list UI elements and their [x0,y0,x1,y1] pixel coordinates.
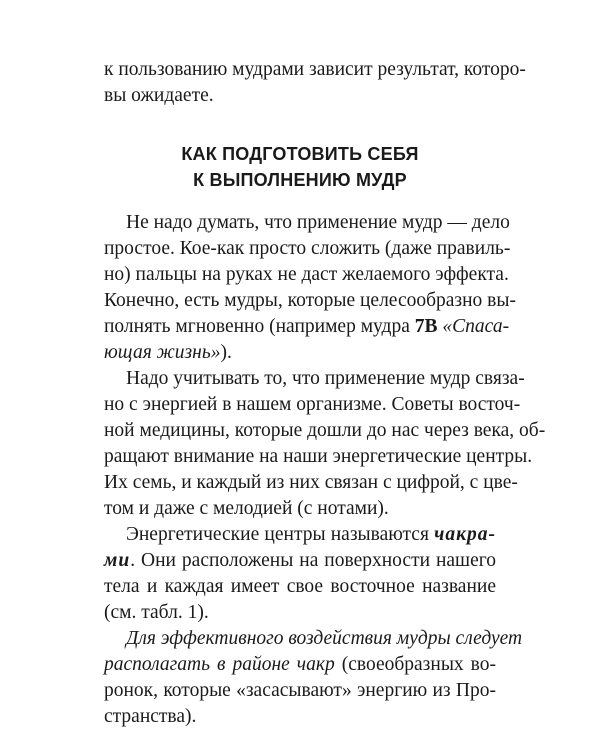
mudra-number: 7В [414,316,438,337]
mudra-name-start: «Спаса- [437,316,510,337]
chakra-term-end: ми [104,550,131,571]
paragraph-4-line-4: странства). [104,706,197,727]
paragraph-1-line-5 [104,314,510,340]
paragraph-1-line-2: простое. Кое-как просто сложить (даже правиль- [104,238,511,259]
paragraph-1-line-4: Конечно, есть мудры, которые целесообразно вы- [104,290,516,311]
mudra-name-end: ющая жизнь» [104,342,221,363]
paragraph-2-line-6: том и даже с мелодией (с нотами). [104,498,389,519]
chakra-term-start: чакра- [434,524,496,545]
paragraph-2-line-5: Их семь, и каждый из них связан с цифрой, с цве- [104,472,518,493]
paragraph-4-line-1: Для эффективного воздействия мудры следует [126,628,523,649]
paragraph-3-line-3: тела и каждая имеет свое восточное название [104,576,496,597]
paragraph-1-line-3: но) пальцы на руках не даст желаемого эффекта. [104,264,509,285]
paragraph-2-line-2: но с энергией в нашем организме. Советы восточ- [104,394,521,415]
intro-line-2: вы ожидаете. [104,85,214,106]
intro-line-1: к пользованию мудрами зависит результат, которо- [104,59,526,80]
paragraph-3-line-1 [126,522,496,548]
paragraph-2-line-4: ращают внимание на наши энергетические центры. [104,446,533,467]
paragraph-4-line-2 [104,652,496,678]
p1-l5-text: полнять мгновенно (например мудра [104,316,415,337]
p4-l2-italic: располагать в районе чакр [104,654,335,675]
p1-l6-text: ). [220,342,232,363]
p4-l2-text: (своеобразных во- [334,654,497,675]
paragraph-3-line-2 [104,548,496,574]
paragraph-1-line-6 [104,340,496,366]
p3-l2-text: . Они расположены на поверхности нашего [130,550,496,571]
section-heading-line-1: КАК ПОДГОТОВИТЬ СЕБЯ [181,144,419,164]
p3-l1-text: Энергетические центры называются [126,524,435,545]
section-heading-line-2: К ВЫПОЛНЕНИЮ МУДР [193,170,407,190]
paragraph-1-line-1: Не надо думать, что применение мудр — дело [126,212,510,233]
paragraph-3-line-4: (см. табл. 1). [104,602,209,623]
paragraph-2-line-3: ной медицины, которые дошли до нас через века, об- [104,420,546,441]
paragraph-4-line-3: ронок, которые «засасывают» энергию из Про- [104,680,496,701]
paragraph-2-line-1: Надо учитывать то, что применение мудр связа- [126,368,525,389]
